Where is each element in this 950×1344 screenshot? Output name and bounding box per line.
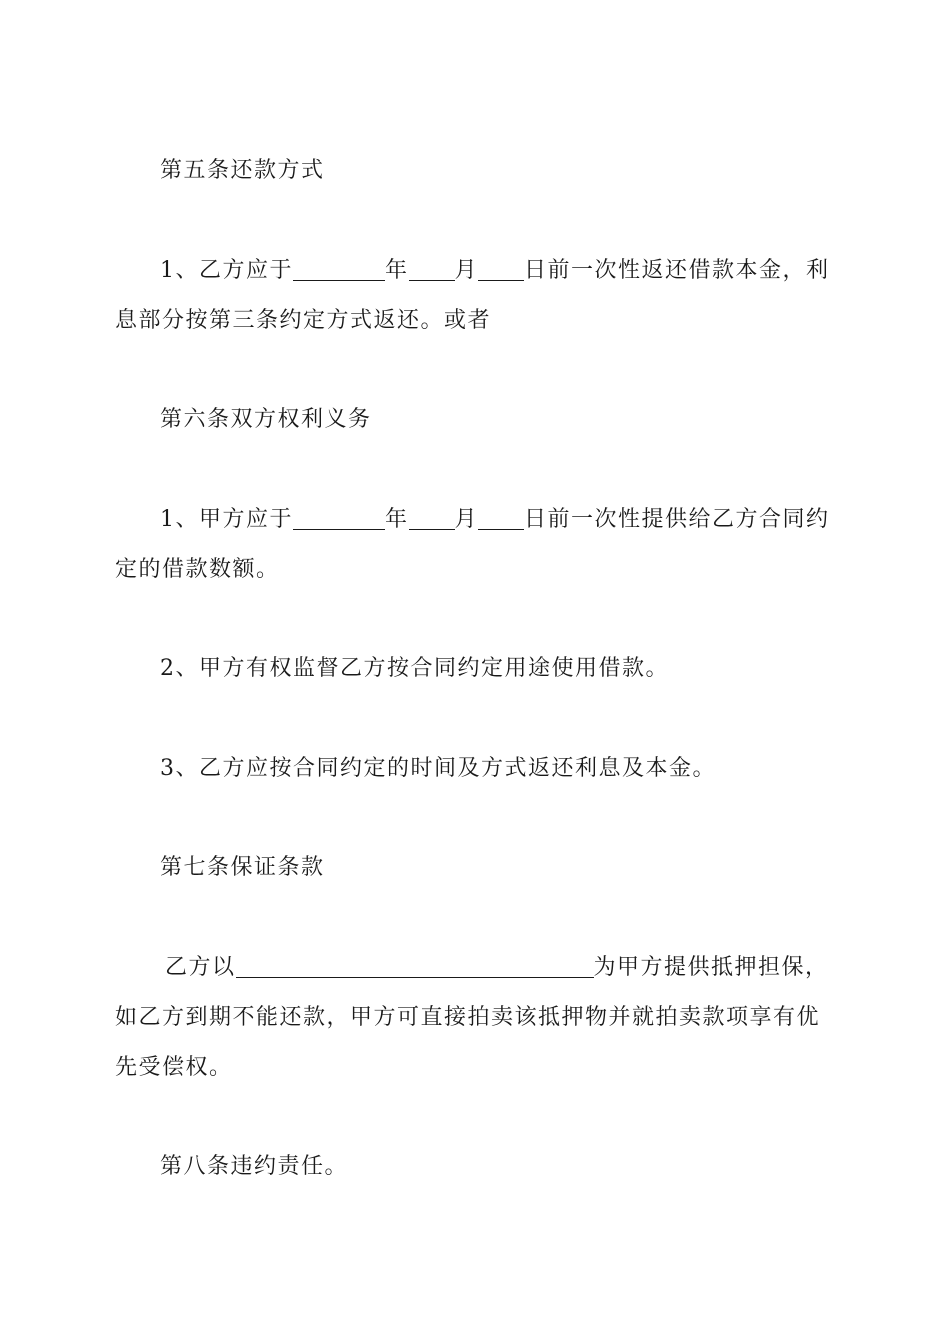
- month-blank: [409, 258, 455, 281]
- collateral-blank: [236, 955, 594, 978]
- article-6-heading: [115, 395, 837, 445]
- year-blank: [293, 507, 385, 530]
- article-7-body: [115, 943, 837, 1093]
- article-7-heading: [115, 843, 837, 893]
- article-6-item-3: [115, 744, 837, 794]
- article-8-heading-text: 第八条违约责任。: [160, 1154, 349, 1179]
- item-prefix: 1、乙方应于: [160, 258, 293, 283]
- year-label: 年: [385, 258, 409, 283]
- article-5-heading-text: 第五条还款方式: [160, 158, 325, 183]
- article-5-heading: [115, 146, 837, 196]
- article-7-heading-text: 第七条保证条款: [160, 855, 325, 880]
- item-text: 3、乙方应按合同约定的时间及方式返还利息及本金。: [160, 756, 716, 781]
- article-6-item-2: [115, 644, 837, 694]
- item-suffix: 日前一次性返还借款本金，利息部分按第三条约定方式返还。或者: [115, 258, 830, 333]
- day-blank: [478, 507, 524, 530]
- year-blank: [293, 258, 385, 281]
- article-6-item-1: [115, 495, 837, 595]
- month-blank: [409, 507, 455, 530]
- month-label: 月: [454, 258, 479, 283]
- item-suffix: 日前一次性提供给乙方合同约定的借款数额。: [115, 507, 830, 582]
- item-text: 2、甲方有权监督乙方按合同约定用途使用借款。: [160, 656, 669, 681]
- body-suffix: 为甲方提供抵押担保，如乙方到期不能还款，甲方可直接拍卖该抵押物并就拍卖款项享有优先受偿权。: [115, 955, 829, 1080]
- day-blank: [478, 258, 524, 281]
- article-5-item-1: [115, 246, 837, 346]
- month-label: 月: [454, 507, 479, 532]
- article-8-heading: [115, 1142, 837, 1192]
- body-prefix: 乙方以: [165, 955, 236, 980]
- article-6-heading-text: 第六条双方权利义务: [160, 407, 372, 432]
- year-label: 年: [385, 507, 409, 532]
- item-prefix: 1、甲方应于: [160, 507, 293, 532]
